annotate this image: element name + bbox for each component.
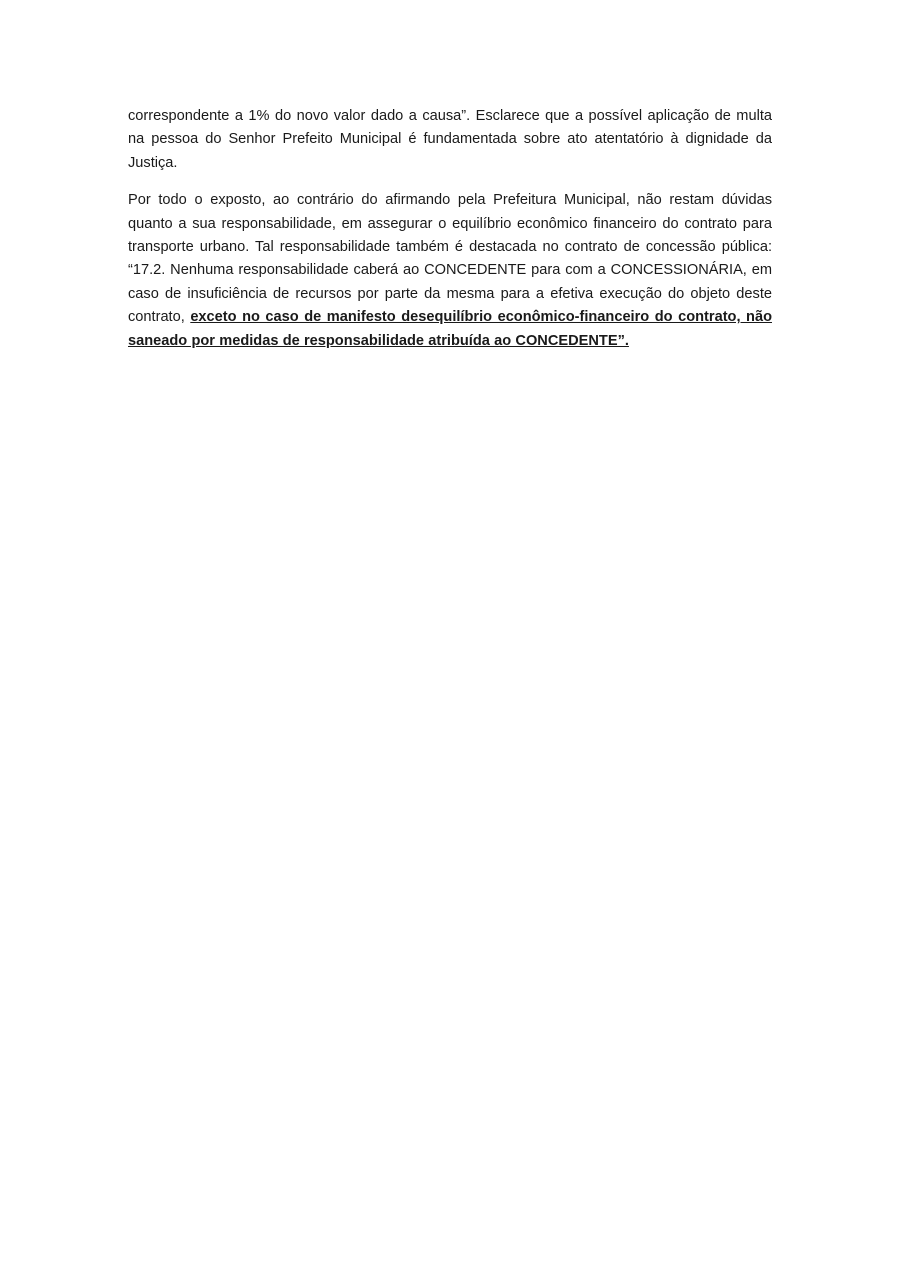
document-body bbox=[128, 105, 772, 367]
contract-clause-emphasis: exceto no caso de manifesto desequilíbrio econômico-financeiro do contrato, não saneado por medidas de responsabilidade atribuída ao CONCEDENTE”. bbox=[128, 309, 772, 349]
paragraph-responsibility-conclusion bbox=[128, 189, 772, 353]
paragraph-body-text: Por todo o exposto, ao contrário do afirmando pela Prefeitura Municipal, não restam dúvidas quanto a sua responsabilidade, em assegurar o equilíbrio econômico financeiro do contrato para transporte urbano. Tal responsabilidade também é destacada no contrato de concessão pública: “17.2. Nenhuma responsabilidade caberá ao CONCEDENTE para com a CONCESSIONÁRIA, em caso de insuficiência de recursos por parte da mesma para a efetiva execução do objeto deste contrato, bbox=[128, 192, 772, 326]
paragraph-fine-clarification: correspondente a 1% do novo valor dado a causa”. Esclarece que a possível aplicação de multa na pessoa do Senhor Prefeito Municipal é fundamentada sobre ato atentatório à dignidade da Justiça. bbox=[128, 108, 772, 171]
